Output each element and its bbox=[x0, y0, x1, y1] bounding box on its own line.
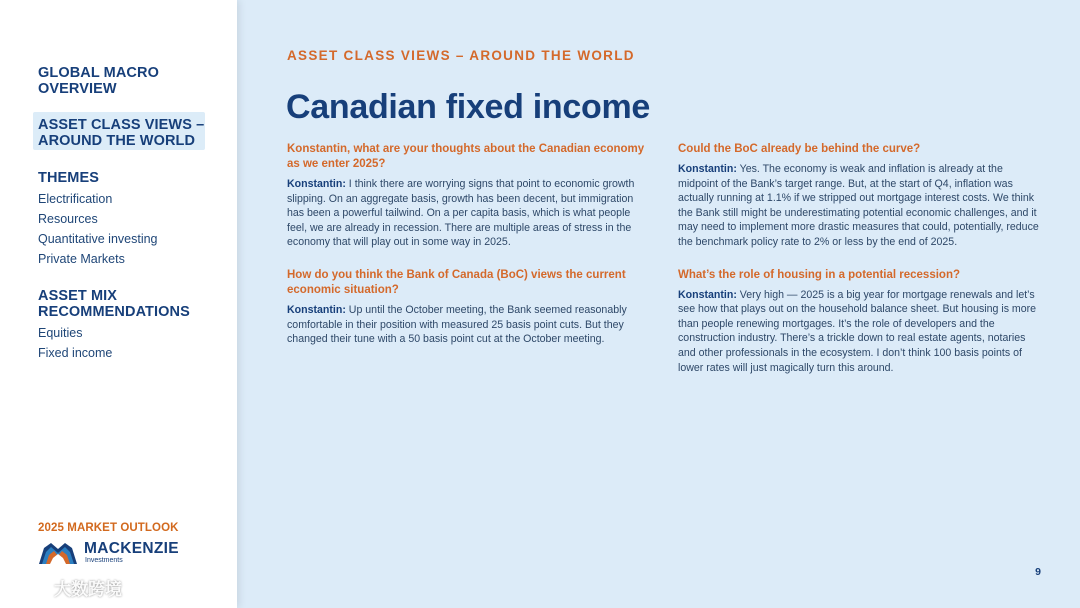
nav-item-fixed-income[interactable]: Fixed income bbox=[38, 346, 113, 360]
qa-block bbox=[678, 142, 1044, 250]
nav-item-resources[interactable]: Resources bbox=[38, 212, 98, 226]
nav-heading-asset-class-views[interactable]: ASSET CLASS VIEWS – bbox=[38, 117, 205, 133]
nav-section-themes bbox=[38, 170, 158, 269]
nav-item-electrification[interactable]: Electrification bbox=[38, 192, 113, 206]
answer bbox=[287, 177, 653, 250]
answer bbox=[678, 162, 1044, 250]
question: Could the BoC already be behind the curve? bbox=[678, 143, 921, 155]
qa-block bbox=[287, 142, 653, 250]
answer-text: Up until the October meeting, the Bank seemed reasonably comfortable in their position with measured 25 basis point cuts. But they changed their tune with a 50 basis point cut at the October meeting. bbox=[287, 303, 627, 346]
nav-heading-asset-mix[interactable]: ASSET MIX bbox=[38, 288, 118, 304]
page-number: 9 bbox=[1035, 566, 1041, 578]
speaker-name: Konstantin: bbox=[678, 163, 737, 175]
answer bbox=[678, 288, 1044, 376]
nav-heading-global-macro-line2[interactable]: OVERVIEW bbox=[38, 81, 117, 97]
mackenzie-logo bbox=[38, 540, 179, 566]
speaker-name: Konstantin: bbox=[287, 303, 346, 316]
left-column bbox=[287, 142, 653, 347]
sidebar-nav bbox=[0, 0, 237, 608]
nav-section-asset-class-views[interactable] bbox=[38, 117, 204, 149]
logo-subtitle: Investments bbox=[85, 557, 123, 564]
question: Konstantin, what are your thoughts about the Canadian economy as we enter 2025? bbox=[287, 143, 645, 170]
nav-heading-themes[interactable]: THEMES bbox=[38, 170, 100, 186]
answer-text: Very high — 2025 is a big year for mortgage renewals and let’s see how that plays out on the household balance sheet. But housing is more than people renewing mortgages. It’s the role of developers and the construction industry. There’s a trickle down to real estate agents, notaries and other professionals in the ecosystem. I don’t think 100 basis points of lower rates will just magically turn this around. bbox=[678, 288, 1037, 374]
question: How do you think the Bank of Canada (BoC) views the current economic situation? bbox=[287, 268, 626, 296]
watermark-logo-icon bbox=[8, 578, 48, 598]
nav-section-global-macro[interactable] bbox=[38, 65, 159, 97]
right-column bbox=[678, 142, 1044, 375]
speaker-name: Konstantin: bbox=[678, 288, 737, 301]
speaker-name: Konstantin: bbox=[287, 178, 346, 190]
nav-heading-asset-class-views-line2[interactable]: AROUND THE WORLD bbox=[38, 133, 196, 149]
nav-heading-asset-mix-line2[interactable]: RECOMMENDATIONS bbox=[38, 304, 190, 320]
mackenzie-logo-icon bbox=[38, 540, 78, 566]
report-label: 2025 MARKET OUTLOOK bbox=[38, 522, 179, 534]
watermark-text: 大数跨境 bbox=[54, 580, 122, 599]
question: What’s the role of housing in a potential recession? bbox=[678, 268, 960, 281]
answer-text: Yes. The economy is weak and inflation is already at the midpoint of the Bank’s target range. But, at the start of Q4, inflation was actually running at 1.1% if we stripped out mortgage interest costs. We think the Bank still might be underestimating potential economic challenges, and it may need to implement more drastic measures that could, potentially, reduce the benchmark policy rate to 2% or less by the end of 2025. bbox=[678, 163, 1039, 248]
qa-block bbox=[678, 268, 1044, 376]
section-kicker: ASSET CLASS VIEWS – AROUND THE WORLD bbox=[287, 48, 635, 63]
nav-section-asset-mix bbox=[38, 288, 190, 363]
qa-block bbox=[287, 268, 653, 347]
nav-heading-global-macro[interactable]: GLOBAL MACRO bbox=[38, 65, 159, 81]
nav-item-quantitative-investing[interactable]: Quantitative investing bbox=[38, 232, 158, 246]
answer bbox=[287, 303, 653, 347]
page-title: Canadian fixed income bbox=[286, 88, 651, 126]
answer-text: I think there are worrying signs that point to economic growth slipping. On an aggregate basis, growth has been decent, but immigration has been a powerful tailwind. On a per capita basis, which is what people feel, we are already in recession. There are multiple areas of stress in the economy that will play out in some way in 2025. bbox=[287, 178, 635, 249]
nav-item-equities[interactable]: Equities bbox=[38, 326, 83, 340]
nav-item-private-markets[interactable]: Private Markets bbox=[38, 252, 125, 266]
logo-name: MACKENZIE bbox=[84, 540, 179, 557]
watermark bbox=[8, 575, 122, 600]
main-content bbox=[237, 0, 1080, 608]
